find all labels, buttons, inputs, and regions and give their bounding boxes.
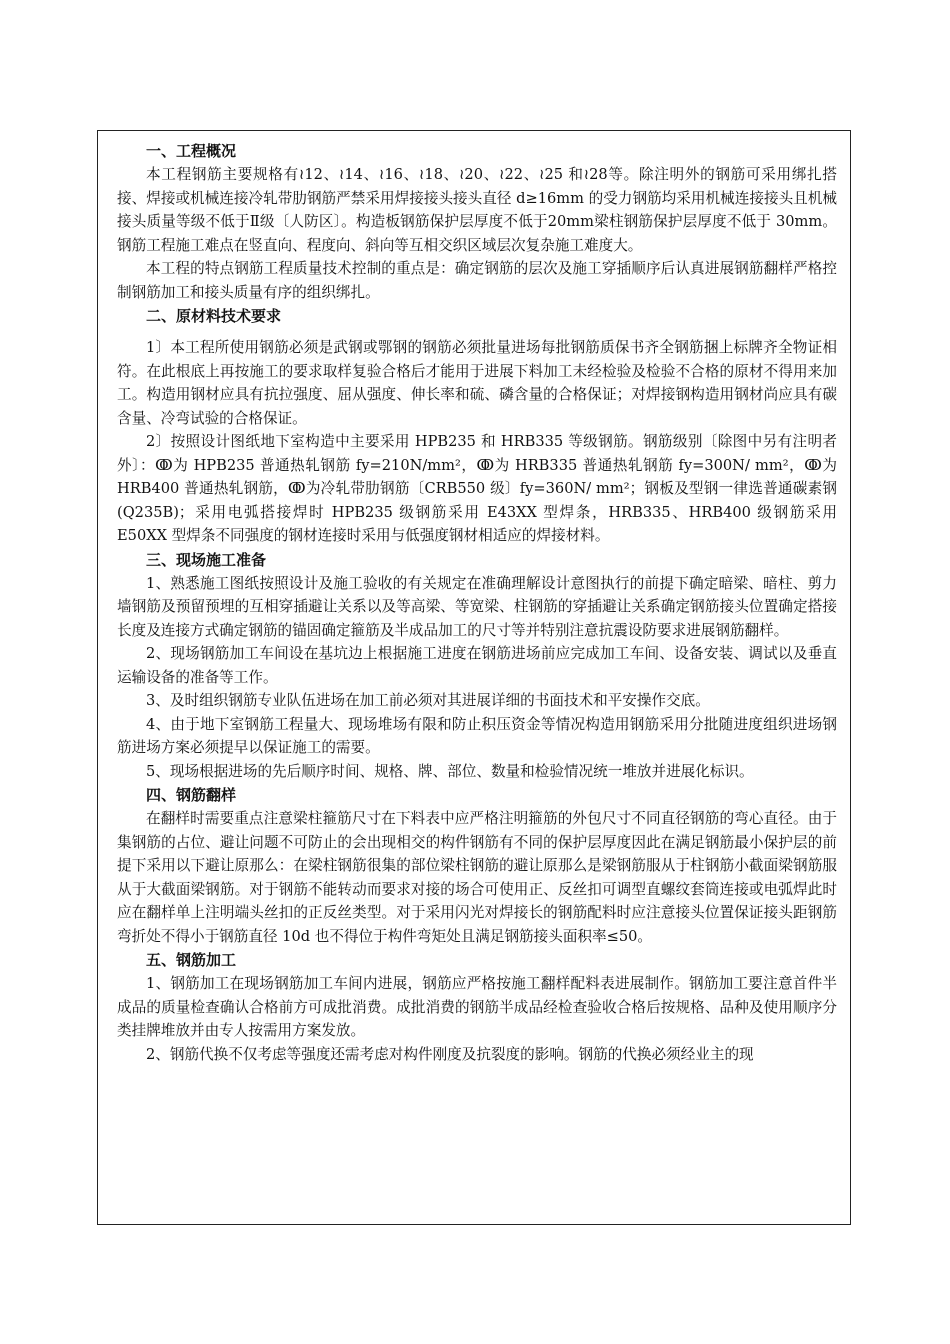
section-heading: 五、钢筋加工	[146, 951, 237, 969]
paragraph: 2〕按照设计图纸地下室构造中主要采用 HPB235 和 HRB335 等级钢筋。钢筋级别〔除图中另有注明者外〕：ↂ为 HPB235 普通热轧钢筋 fy=210N/mm²，ↂ为 HRB335 普通热轧钢筋 fy=300N/ mm²，ↂ为 HRB400 普通热轧钢筋，ↂ为冷轧带肋钢筋〔CRB550 级〕fy=360N/ mm²；钢板及型钢一律选普通碳素钢(Q235B)；采用电弧搭接焊时 HPB235 级钢筋采用 E43XX 型焊条，HRB335、HRB400 级钢筋采用 E50XX 型焊条不同强度的钢材连接时采用与低强度钢材相适应的焊接材料。	[117, 433, 837, 544]
section-heading: 四、钢筋翻样	[146, 786, 237, 804]
paragraph: 2、现场钢筋加工车间设在基坑边上根据施工进度在钢筋进场前应完成加工车间、设备安装、调试以及垂直运输设备的准备等工作。	[117, 645, 837, 686]
paragraph: 4、由于地下室钢筋工程量大、现场堆场有限和防止积压资金等情况构造用钢筋采用分批随进度组织进场钢筋进场方案必须提早以保证施工的需要。	[117, 715, 837, 756]
section-heading: 二、原材料技术要求	[146, 307, 282, 325]
paragraph: 在翻样时需要重点注意梁柱箍筋尺寸在下料表中应严格注明箍筋的外包尺寸不同直径钢筋的弯心直径。由于集钢筋的占位、避让问题不可防止的会出现相交的构件钢筋有不同的保护层厚度因此在满足钢筋最小保护层的前提下采用以下避让原那么：在梁柱钢筋很集的部位梁柱钢筋的避让原那么是梁钢筋服从于柱钢筋小截面梁钢筋服从于大截面梁钢筋。对于钢筋不能转动而要求对接的场合可使用正、反丝扣可调型直螺纹套筒连接或电弧焊此时应在翻样单上注明端头丝扣的正反丝类型。对于采用闪光对焊接长的钢筋配料时应注意接头位置保证接头距钢筋弯折处不得小于钢筋直径 10d 也不得位于构件弯矩处且满足钢筋接头面积率≤50。	[117, 810, 837, 945]
paragraph: 2、钢筋代换不仅考虑等强度还需考虑对构件刚度及抗裂度的影响。钢筋的代换必须经业主的现	[146, 1045, 754, 1063]
spacer	[117, 328, 837, 336]
paragraph: 本工程钢筋主要规格有≀12、≀14、≀16、≀18、≀20、≀22、≀25 和≀28等。除注明外的钢筋可采用绑扎搭接、焊接或机械连接冷轧带肋钢筋严禁采用焊接接头接头直径 d≥16mm 的受力钢筋均采用机械连接接头且机械接头质量等级不低于Ⅱ级〔人防区〕。构造板钢筋保护层厚度不低于20mm梁柱钢筋保护层厚度不低于 30mm。钢筋工程施工难点在竖直向、程度向、斜向等互相交织区域层次复杂施工难度大。	[117, 166, 837, 254]
paragraph: 本工程的特点钢筋工程质量技术控制的重点是：确定钢筋的层次及施工穿插顺序后认真进展钢筋翻样严格控制钢筋加工和接头质量有序的组织绑扎。	[117, 260, 837, 301]
paragraph: 5、现场根据进场的先后顺序时间、规格、牌、部位、数量和检验情况统一堆放并进展化标识。	[146, 762, 754, 780]
section-heading: 一、工程概况	[146, 142, 237, 160]
document-body	[117, 139, 837, 1066]
document-frame	[97, 130, 851, 1225]
paragraph: 3、及时组织钢筋专业队伍进场在加工前必须对其进展详细的书面技术和平安操作交底。	[146, 692, 710, 709]
section-heading: 三、现场施工准备	[146, 550, 267, 569]
paragraph: 1、钢筋加工在现场钢筋加工车间内进展，钢筋应严格按施工翻样配料表进展制作。钢筋加工要注意首件半成品的质量检查确认合格前方可成批消费。成批消费的钢筋半成品经检查验收合格后按规格、品种及使用顺序分类挂牌堆放并由专人按需用方案发放。	[117, 975, 837, 1039]
paragraph: 1〕本工程所使用钢筋必须是武钢或鄂钢的钢筋必须批量进场每批钢筋质保书齐全钢筋捆上标牌齐全物证相符。在此根底上再按施工的要求取样复验合格后才能用于进展下料加工未经检验及检验不合格的原材不得用来加工。构造用钢材应具有抗拉强度、屈从强度、伸长率和硫、磷含量的合格保证；对焊接钢构造用钢材尚应具有碳含量、冷弯试验的合格保证。	[117, 339, 837, 427]
paragraph: 1、熟悉施工图纸按照设计及施工验收的有关规定在准确理解设计意图执行的前提下确定暗梁、暗柱、剪力墙钢筋及预留预埋的互相穿插避让关系以及等高梁、等宽梁、柱钢筋的穿插避让关系确定钢筋接头位置确定搭接长度及连接方式确定钢筋的锚固确定箍筋及半成品加工的尺寸等并特别注意抗震设防要求进展钢筋翻样。	[117, 574, 837, 639]
